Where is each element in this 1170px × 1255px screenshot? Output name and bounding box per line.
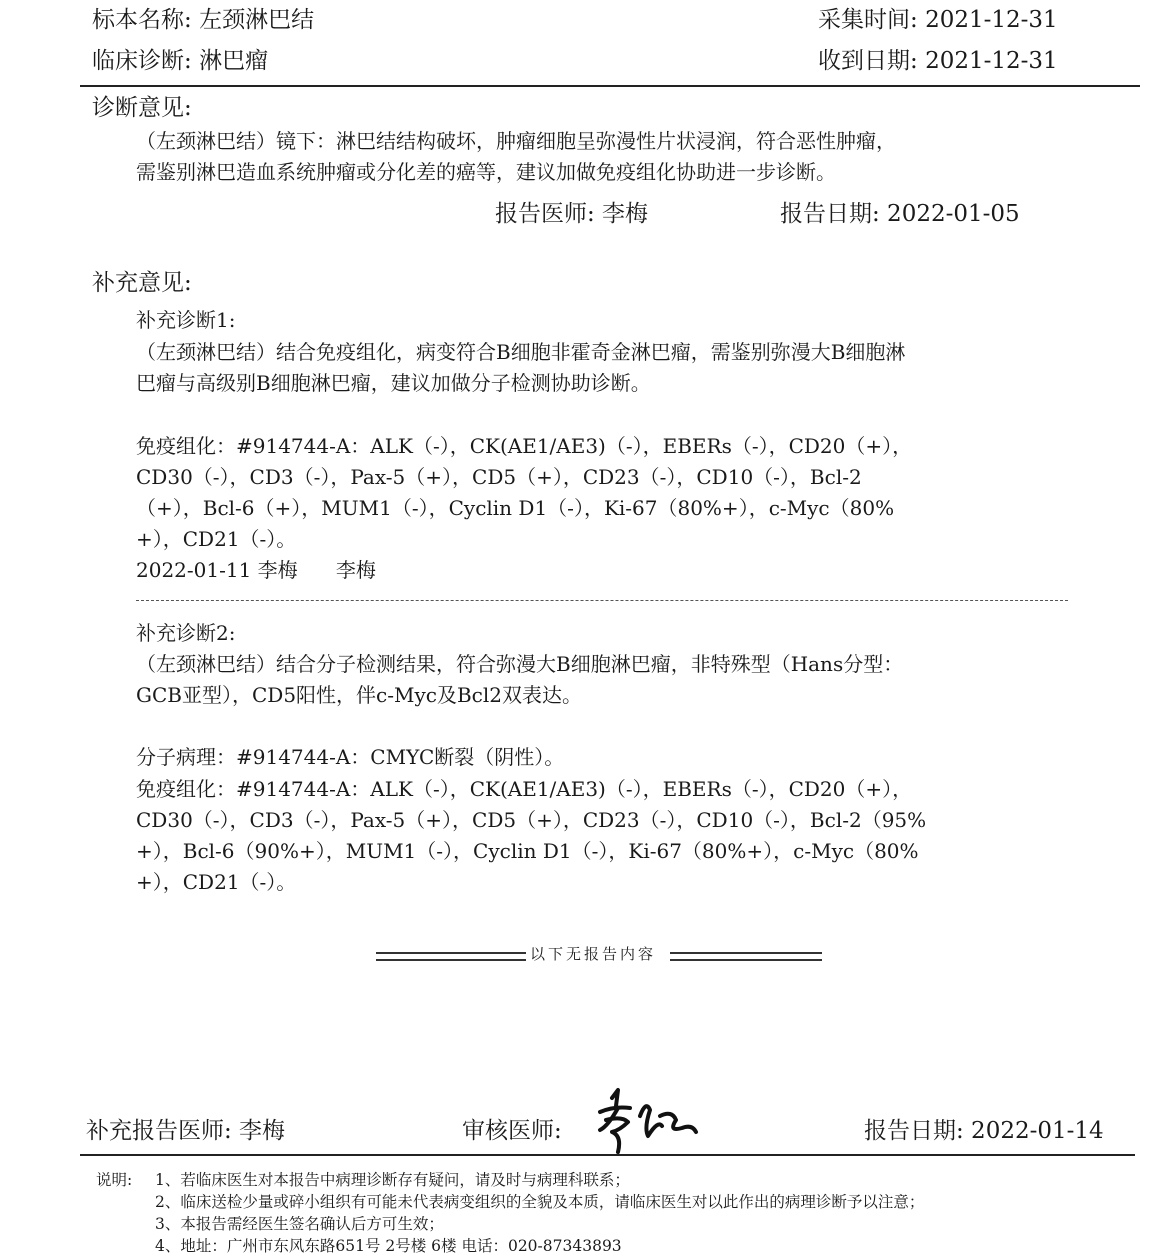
- supplement-1-ihc-line: CD30（-），CD3（-），Pax-5（+），CD5（+），CD23（-），CD10（-），Bcl-2: [136, 465, 862, 489]
- header-divider: [80, 85, 1140, 87]
- supplement-title: 补充意见:: [92, 270, 192, 296]
- clinical-value: 淋巴瘤: [199, 48, 269, 74]
- supplement-1-title: 补充诊断1:: [136, 308, 236, 332]
- diagnosis-doctor: 报告医师: 李梅: [495, 201, 649, 227]
- footer-report-date: 报告日期: 2022-01-14: [864, 1118, 1104, 1144]
- diagnosis-line: 需鉴别淋巴造血系统肿瘤或分化差的癌等，建议加做免疫组化协助进一步诊断。: [136, 160, 836, 184]
- note-item: 2、临床送检少量或碎小组织有可能未代表病变组织的全貌及本质，请临床医生对以此作出的病理诊断予以注意；: [155, 1193, 925, 1211]
- supplement-2-ihc-line: 免疫组化：#914744-A：ALK（-），CK(AE1/AE3)（-），EBERs（-），CD20（+），: [136, 777, 913, 801]
- reviewer-label: 审核医师:: [462, 1118, 562, 1144]
- diagnosis-date: 报告日期: 2022-01-05: [780, 201, 1020, 227]
- specimen-name: [92, 9, 314, 32]
- note-item: 4、地址：广州市东风东路651号 2号楼 6楼 电话：020-87343893: [155, 1237, 622, 1255]
- footer-divider: [80, 1154, 1135, 1156]
- collect-label: 采集时间:: [818, 7, 926, 33]
- specimen-value: 左颈淋巴结: [199, 7, 315, 33]
- received-date: [818, 50, 1058, 73]
- diagnosis-line: （左颈淋巴结）镜下：淋巴结结构破坏，肿瘤细胞呈弥漫性片状浸润，符合恶性肿瘤，: [136, 129, 896, 153]
- notes-label: 说明:: [96, 1171, 138, 1189]
- supplement-doctor: 补充报告医师: 李梅: [86, 1118, 286, 1144]
- supplement-2-line: GCB亚型），CD5阳性，伴c-Myc及Bcl2双表达。: [136, 683, 582, 707]
- clinical-diagnosis: [92, 50, 268, 73]
- received-value: 2021-12-31: [925, 48, 1058, 74]
- supplement-2-ihc-line: +），CD21（-）。: [136, 870, 297, 894]
- note-item: 1、若临床医生对本报告中病理诊断存有疑问，请及时与病理科联系；: [155, 1171, 630, 1189]
- specimen-label: 标本名称:: [92, 7, 200, 33]
- supplement-2-title: 补充诊断2:: [136, 621, 236, 645]
- end-marker-rule-right: [670, 952, 822, 961]
- note-item: 3、本报告需经医生签名确认后方可生效；: [155, 1215, 444, 1233]
- supplement-2-line: （左颈淋巴结）结合分子检测结果，符合弥漫大B细胞淋巴瘤，非特殊型（Hans分型：: [136, 652, 904, 676]
- supplement-2-ihc-line: +），Bcl-6（90%+），MUM1（-），Cyclin D1（-），Ki-67（80%+），c-Myc（80%: [136, 839, 919, 863]
- end-marker-rule-left: [376, 952, 526, 961]
- diagnosis-title: 诊断意见:: [92, 95, 192, 121]
- supplement-1-line: 巴瘤与高级别B细胞淋巴瘤，建议加做分子检测协助诊断。: [136, 371, 651, 395]
- collect-value: 2021-12-31: [925, 7, 1058, 33]
- supplement-1-ihc-line: +），CD21（-）。: [136, 527, 297, 551]
- supplement-2-molecular: 分子病理：#914744-A：CMYC断裂（阴性）。: [136, 745, 565, 769]
- received-label: 收到日期:: [818, 48, 926, 74]
- collect-time: [818, 9, 1058, 32]
- supplement-1-ihc-line: （+），Bcl-6（+），MUM1（-），Cyclin D1（-），Ki-67（80%+），c-Myc（80%: [136, 496, 895, 520]
- supplement-2-ihc-line: CD30（-），CD3（-），Pax-5（+），CD5（+），CD23（-），CD10（-），Bcl-2（95%: [136, 808, 927, 832]
- supplement-1-ihc-line: 免疫组化：#914744-A：ALK（-），CK(AE1/AE3)（-），EBERs（-），CD20（+），: [136, 434, 913, 458]
- reviewer-signature: [592, 1086, 707, 1161]
- supplement-1-signoff: 2022-01-11 李梅 李梅: [136, 558, 376, 582]
- dashed-separator: [136, 600, 1068, 601]
- supplement-1-line: （左颈淋巴结）结合免疫组化，病变符合B细胞非霍奇金淋巴瘤，需鉴别弥漫大B细胞淋: [136, 340, 906, 364]
- clinical-label: 临床诊断:: [92, 48, 200, 74]
- end-marker: 以下无报告内容: [530, 945, 657, 963]
